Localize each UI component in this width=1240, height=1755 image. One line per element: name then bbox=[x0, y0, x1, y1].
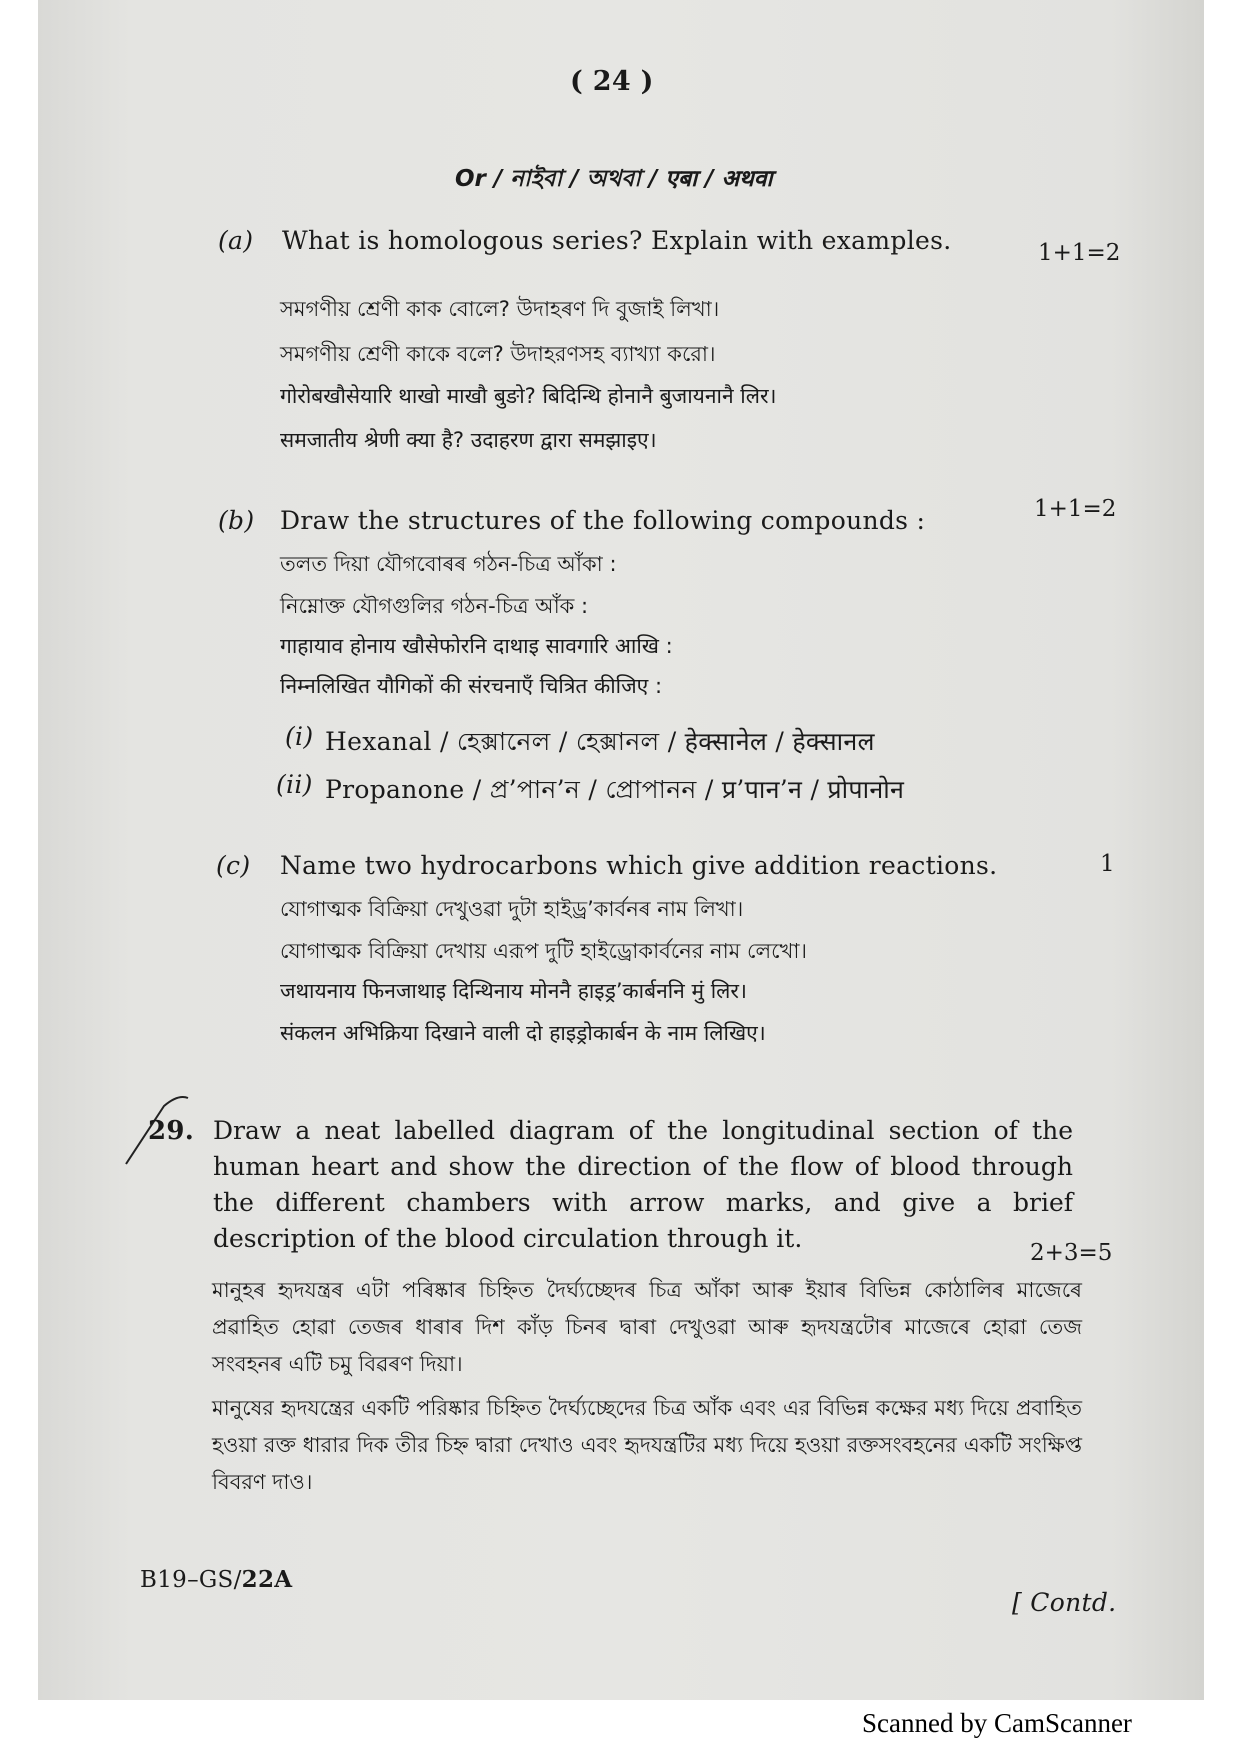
q-b-assamese: তলত দিয়া যৌগবোৰৰ গঠন-চিত্ৰ আঁকা : bbox=[280, 552, 617, 576]
q-b-marks: 1+1=2 bbox=[1034, 496, 1117, 522]
q-c-bodo: जथायनाय फिनजाथाइ दिन्थिनाय मोननै हाइड्र’कार्बननि मुं लिर। bbox=[280, 979, 747, 1003]
q-a-marks: 1+1=2 bbox=[1038, 240, 1121, 266]
or-heading: Or / নাইবা / অথবা / एबा / अथवा bbox=[455, 166, 773, 192]
q-a-label: (a) bbox=[218, 226, 254, 255]
q-c-label: (c) bbox=[216, 851, 251, 880]
q-b-bengali: নিম্নোক্ত যৌগগুলির গঠন-চিত্র আঁক : bbox=[280, 594, 589, 618]
q-b-item-ii-label: (ii) bbox=[276, 770, 313, 799]
q29-bengali: মানুষের হৃদযন্ত্রের একটি পরিষ্কার চিহ্নিত দৈর্ঘ্যচ্ছেদের চিত্র আঁক এবং এর বিভিন্ন কক্ষের মধ্য দিয়ে প্রবাহিত হওয়া রক্ত ধারার দিক তীর চিহ্ন দ্বারা দেখাও এবং হৃদযন্ত্রটির মধ্য দিয়ে হওয়া রক্তসংবহনের একটি সংক্ষিপ্ত বিবরণ দাও। bbox=[212, 1396, 1082, 1494]
q-a-bengali: সমগণীয় শ্রেণী কাকে বলে? উদাহরণসহ ব্যাখ্যা করো। bbox=[280, 342, 716, 366]
q-c-marks: 1 bbox=[1100, 851, 1115, 877]
q-a-bodo: गोरोबखौसेयारि थाखो माखौ बुङो? बिदिन्थि होनानै बुजायनानै लिर। bbox=[280, 384, 777, 408]
paper-code-prefix: B19–GS/ bbox=[140, 1567, 242, 1593]
q-b-bodo: गाहायाव होनाय खौसेफोरनि दाथाइ सावगारि आखि : bbox=[280, 634, 673, 658]
q29-question: Draw a neat labelled diagram of the longitudinal section of the human heart and show the direction of the flow of blood through the different chambers with arrow marks, and give a brief description of the blood circulation through it. bbox=[213, 1116, 1073, 1253]
q-b-label: (b) bbox=[218, 506, 255, 535]
paper-code-bold: 22A bbox=[241, 1566, 293, 1593]
q-b-hindi: निम्नलिखित यौगिकों की संरचनाएँ चित्रित कीजिए : bbox=[280, 674, 663, 698]
q-c-question: Name two hydrocarbons which give addition reactions. bbox=[280, 851, 998, 880]
q-c-hindi: संकलन अभिक्रिया दिखाने वाली दो हाइड्रोकार्बन के नाम लिखिए। bbox=[280, 1021, 766, 1045]
q29-number: 29. bbox=[148, 1116, 195, 1146]
q-b-question: Draw the structures of the following compounds : bbox=[280, 506, 926, 535]
q-a-assamese: সমগণীয় শ্ৰেণী কাক বোলে? উদাহৰণ দি বুজাই লিখা। bbox=[280, 297, 720, 321]
q-b-item-i-text: Hexanal / হেক্সানেল / হেক্সানল / हेक्सानेल / हेक्सानल bbox=[325, 727, 875, 756]
q-c-bengali: যোগাত্মক বিক্রিয়া দেখায় এরূপ দুটি হাইড্রোকার্বনের নাম লেখো। bbox=[280, 939, 807, 963]
q-b-item-i-label: (i) bbox=[285, 722, 314, 751]
q-c-assamese: যোগাত্মক বিক্ৰিয়া দেখুওৱা দুটা হাইড্ৰ’কাৰ্বনৰ নাম লিখা। bbox=[280, 897, 744, 921]
paper-code bbox=[140, 1566, 292, 1593]
scanner-watermark: Scanned by CamScanner bbox=[862, 1708, 1132, 1738]
q-a-question: What is homologous series? Explain with examples. bbox=[282, 226, 952, 255]
q29-marks: 2+3=5 bbox=[1030, 1240, 1113, 1266]
contd-label: [ Contd. bbox=[1012, 1588, 1117, 1617]
q-b-item-ii-text: Propanone / প্ৰ’পান’ন / প্রোপানন / प्र’पान’न / प्रोपानोन bbox=[325, 775, 905, 804]
page-number: ( 24 ) bbox=[570, 66, 654, 97]
q-a-hindi: समजातीय श्रेणी क्या है? उदाहरण द्वारा समझाइए। bbox=[280, 428, 657, 452]
q29-assamese: মানুহৰ হৃদযন্ত্ৰৰ এটা পৰিষ্কাৰ চিহ্নিত দৈৰ্ঘ্যচ্ছেদৰ চিত্ৰ আঁকা আৰু ইয়াৰ বিভিন্ন কোঠালিৰ মাজেৰে প্ৰৱাহিত হোৱা তেজৰ ধাৰাৰ দিশ কাঁড় চিনৰ দ্বাৰা দেখুওৱা আৰু হৃদযন্ত্ৰটোৰ মাজেৰে হোৱা তেজ সংবহনৰ এটি চমু বিৱৰণ দিয়া। bbox=[212, 1278, 1082, 1376]
